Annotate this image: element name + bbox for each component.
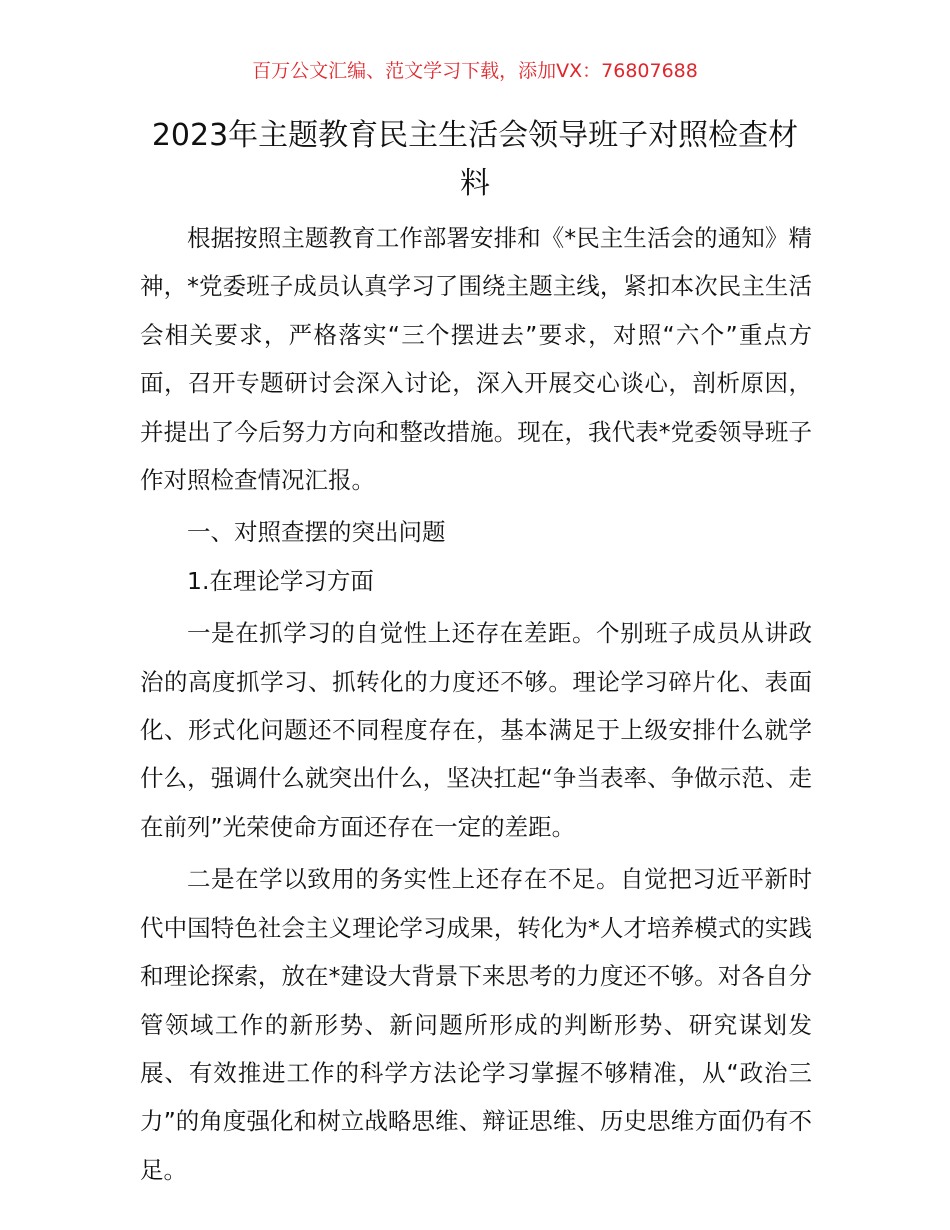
intro-paragraph: 根据按照主题教育工作部署安排和《*民主生活会的通知》精神，*党委班子成员认真学习了围绕主题主线，紧扣本次民主生活会相关要求，严格落实“三个摆进去”要求，对照“六个”重点方面，召开专题研讨会深入讨论，深入开展交心谈心，剖析原因，并提出了今后努力方向和整改措施。现在，我代表*党委领导班子作对照检查情况汇报。 [140, 224, 812, 495]
document-body [140, 214, 812, 1194]
body-paragraph-1: 一是在抓学习的自觉性上还存在差距。个别班子成员从讲政治的高度抓学习、抓转化的力度还不够。理论学习碎片化、表面化、形式化问题还不同程度存在，基本满足于上级安排什么就学什么，强调什么就突出什么，坚决扛起“争当表率、争做示范、走在前列”光荣使命方面还存在一定的差距。 [140, 619, 812, 841]
section-heading-1: 一、对照查摆的突出问题 [187, 518, 446, 547]
body-paragraph-2: 二是在学以致用的务实性上还存在不足。自觉把习近平新时代中国特色社会主义理论学习成果，转化为*人才培养模式的实践和理论探索，放在*建设大背景下来思考的力度还不够。对各自分管领域工作的新形势、新问题所形成的判断形势、研究谋划发展、有效推进工作的科学方法论学习掌握不够精准，从“政治三力”的角度强化和树立战略思维、辩证思维、历史思维方面仍有不足。 [140, 865, 812, 1184]
document-title: 2023年主题教育民主生活会领导班子对照检查材料 [151, 118, 799, 201]
header-promo-note: 百万公文汇编、范文学习下载，添加VX：76807688 [252, 60, 698, 82]
subsection-heading-1: 1.在理论学习方面 [187, 566, 374, 595]
